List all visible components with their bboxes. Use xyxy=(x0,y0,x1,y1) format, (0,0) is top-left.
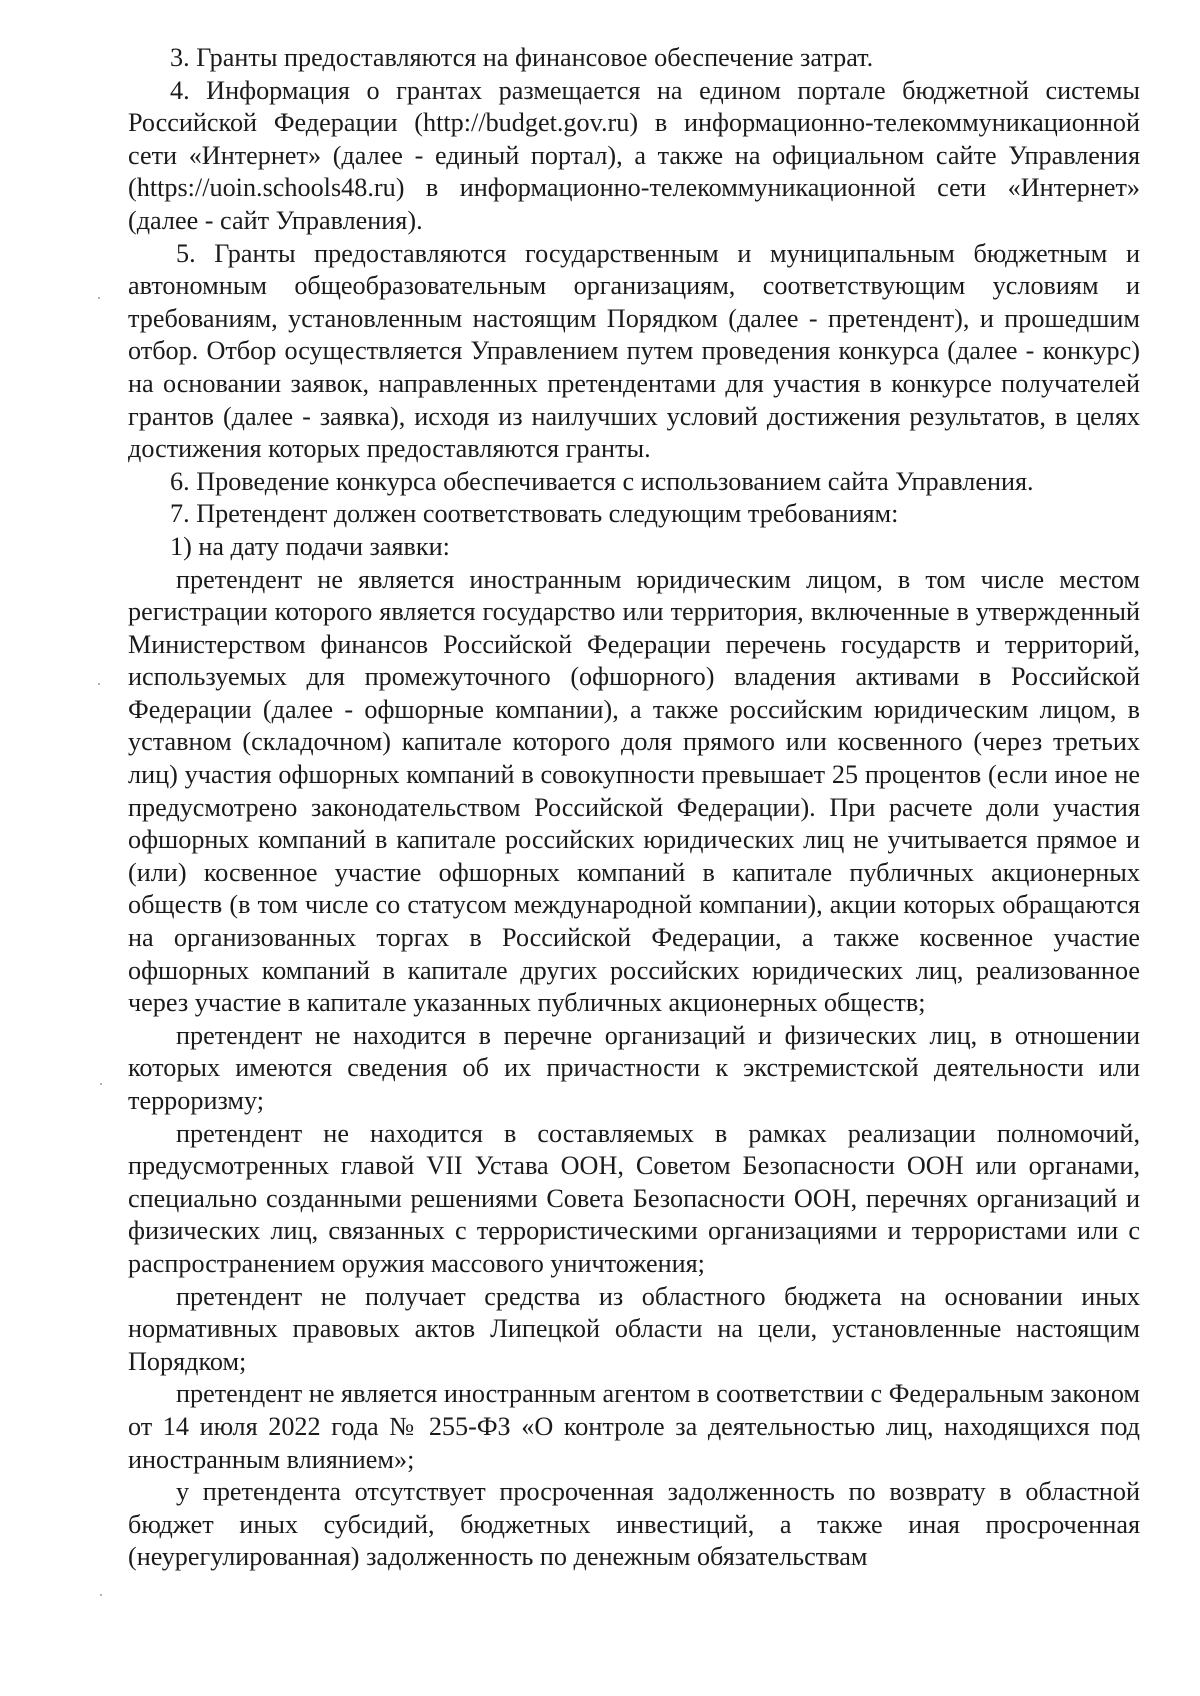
paragraph-foreign-agent-requirement: претендент не является иностранным агентом в соответствии с Федеральным законом от 14 июля 2022 года № 255-ФЗ «О контроле за деятельностью лиц, находящихся под иностранным влиянием»; xyxy=(128,1379,1140,1474)
paragraph-extremism-requirement: претендент не находится в перечне организаций и физических лиц, в отношении которых имеются сведения об их причастности к экстремистской деятельности или терроризму; xyxy=(128,1020,1140,1115)
paragraph-item-4: 4. Информация о грантах размещается на едином портале бюджетной системы Российской Федерации (http://budget.gov.ru) в информационно-телекоммуникационной сети «Интернет» (далее - единый портал), а также на официальном сайте Управления (https://uoin.schools48.ru) в информационно-телекоммуникационной сети «Интернет» (далее - сайт Управления). xyxy=(128,75,1140,235)
paragraph-subitem-1: 1) на дату подачи заявки: xyxy=(170,531,450,561)
document-body xyxy=(128,42,1140,1574)
scan-speck xyxy=(98,297,100,299)
paragraph-offshore-requirement: претендент не является иностранным юридическим лицом, в том числе местом регистрации которого является государство или территория, включенные в утвержденный Министерством финансов Российской Федерации перечень государств и территорий, используемых для промежуточного (офшорного) владения активами в Российской Федерации (далее - офшорные компании), а также российским юридическим лицом, в уставном (складочном) капитале которого доля прямого или косвенного (через третьих лиц) участия офшорных компаний в совокупности превышает 25 процентов (если иное не предусмотрено законодательством Российской Федерации). При расчете доли участия офшорных компаний в капитале российских юридических лиц не учитывается прямое и (или) косвенное участие офшорных компаний в капитале публичных акционерных обществ (в том числе со статусом международной компании), акции которых обращаются на организованных торгах в Российской Федерации, а также косвенное участие офшорных компаний в капитале других российских юридических лиц, реализованное через участие в капитале указанных публичных акционерных обществ; xyxy=(128,564,1140,1018)
scan-speck xyxy=(100,1594,102,1596)
paragraph-item-7: 7. Претендент должен соответствовать следующим требованиям: xyxy=(170,499,899,529)
scan-speck xyxy=(98,683,100,685)
paragraph-regional-budget-requirement: претендент не получает средства из областного бюджета на основании иных нормативных правовых актов Липецкой области на цели, установленные настоящим Порядком; xyxy=(128,1281,1140,1376)
scan-speck xyxy=(100,1083,102,1085)
paragraph-debt-requirement: у претендента отсутствует просроченная задолженность по возврату в областной бюджет иных субсидий, бюджетных инвестиций, а также иная просроченная (неурегулированная) задолженность по денежным обязательствам xyxy=(128,1477,1140,1572)
paragraph-un-sanctions-requirement: претендент не находится в составляемых в рамках реализации полномочий, предусмотренных главой VII Устава ООН, Советом Безопасности ООН или органами, специально созданными решениями Совета Безопасности ООН, перечнях организаций и физических лиц, связанных с террористическими организациями и террористами или с распространением оружия массового уничтожения; xyxy=(128,1118,1140,1278)
paragraph-item-3: 3. Гранты предоставляются на финансовое обеспечение затрат. xyxy=(170,43,874,72)
paragraph-item-6: 6. Проведение конкурса обеспечивается с использованием сайта Управления. xyxy=(170,466,1034,496)
paragraph-item-5: 5. Гранты предоставляются государственным и муниципальным бюджетным и автономным общеобразовательным организациям, соответствующим условиям и требованиям, установленным настоящим Порядком (далее - претендент), и прошедшим отбор. Отбор осуществляется Управлением путем проведения конкурса (далее - конкурс) на основании заявок, направленных претендентами для участия в конкурсе получателей грантов (далее - заявка), исходя из наилучших условий достижения результатов, в целях достижения которых предоставляются гранты. xyxy=(128,238,1140,464)
